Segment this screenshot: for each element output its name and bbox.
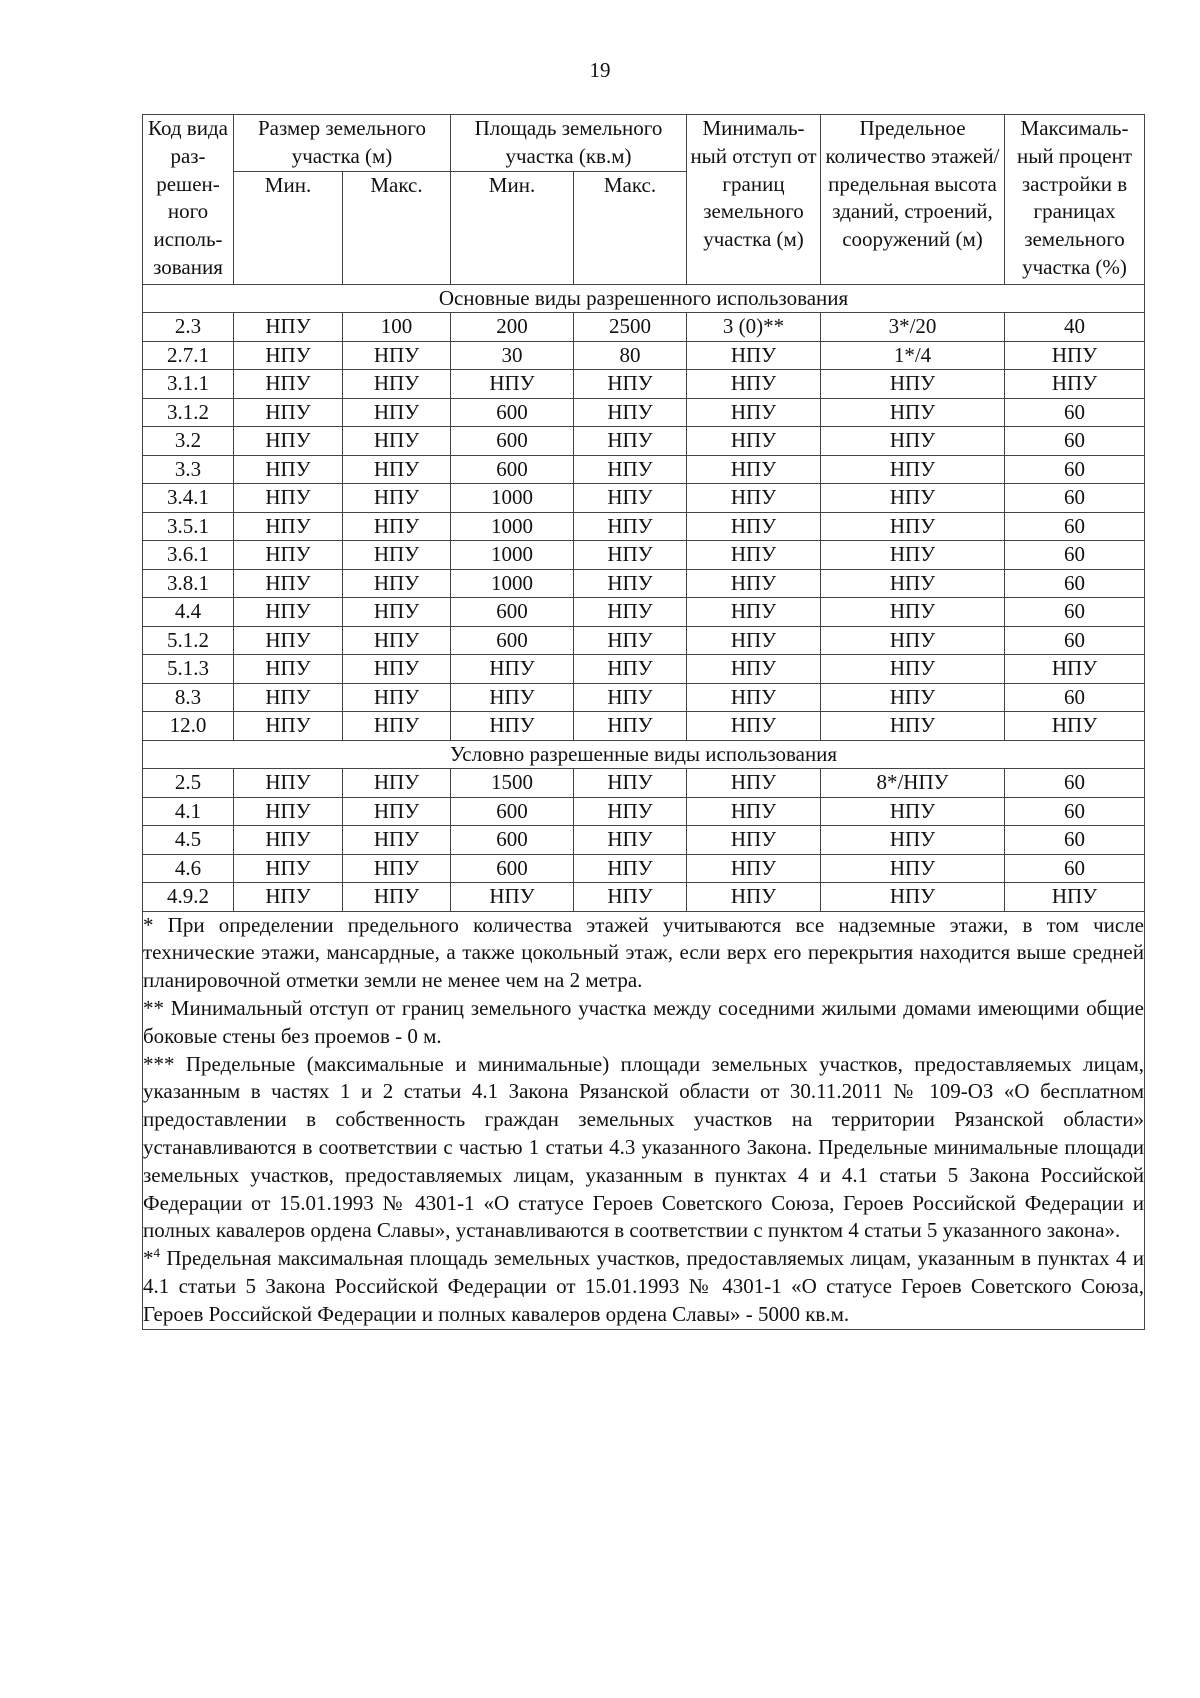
table-cell: НПУ — [343, 484, 451, 513]
table-row — [143, 541, 1145, 570]
table-cell: НПУ — [687, 370, 821, 399]
table-cell: 60 — [1005, 769, 1145, 798]
table-cell: НПУ — [821, 854, 1005, 883]
table-cell: НПУ — [343, 826, 451, 855]
table-cell: НПУ — [234, 484, 343, 513]
header-size-group: Размер земельного участка (м) — [234, 115, 451, 172]
table-cell: НПУ — [821, 427, 1005, 456]
table-cell: НПУ — [451, 370, 574, 399]
table-row — [143, 712, 1145, 741]
table-cell: 600 — [451, 626, 574, 655]
table-cell: 40 — [1005, 313, 1145, 342]
table-row — [143, 341, 1145, 370]
table-cell: НПУ — [343, 598, 451, 627]
table-cell: НПУ — [343, 370, 451, 399]
table-cell: НПУ — [574, 455, 687, 484]
table-cell: 5.1.3 — [143, 655, 234, 684]
table-cell: НПУ — [234, 313, 343, 342]
footnotes — [143, 911, 1145, 1329]
footnote-4-sup: 4 — [153, 1245, 160, 1261]
header-size-max: Макс. — [343, 171, 451, 284]
table-cell: НПУ — [574, 683, 687, 712]
table-cell: НПУ — [1005, 370, 1145, 399]
table-cell: НПУ — [821, 826, 1005, 855]
table-cell: НПУ — [234, 854, 343, 883]
table-cell: НПУ — [234, 455, 343, 484]
table-cell: 2500 — [574, 313, 687, 342]
table-cell: НПУ — [343, 341, 451, 370]
table-cell: НПУ — [234, 569, 343, 598]
table-cell: НПУ — [821, 712, 1005, 741]
table-row — [143, 683, 1145, 712]
table-row — [143, 427, 1145, 456]
table-cell: НПУ — [687, 826, 821, 855]
table-cell: 3.4.1 — [143, 484, 234, 513]
table-cell: 60 — [1005, 826, 1145, 855]
footnote-1: * При определении предельного количества этажей учитываются все надземные этажи, в том числе технические этажи, мансардные, а также цокольный этаж, если верх его перекрытия находится выше средней планировочной отметки земли не менее чем на 2 метра. — [143, 912, 1144, 993]
table-cell: 1500 — [451, 769, 574, 798]
header-coverage: Максималь-ный процент застройки в границах земельного участка (%) — [1005, 115, 1145, 285]
table-row — [143, 797, 1145, 826]
table-cell: НПУ — [343, 712, 451, 741]
table-row — [143, 883, 1145, 912]
table-cell: НПУ — [574, 883, 687, 912]
table-cell: НПУ — [821, 370, 1005, 399]
table-cell: НПУ — [687, 512, 821, 541]
table-cell: НПУ — [574, 598, 687, 627]
table-row — [143, 569, 1145, 598]
table-cell: 1000 — [451, 512, 574, 541]
table-cell: НПУ — [574, 769, 687, 798]
table-cell: НПУ — [1005, 341, 1145, 370]
table-cell: НПУ — [821, 484, 1005, 513]
table-row — [143, 626, 1145, 655]
table-cell: НПУ — [574, 797, 687, 826]
section-conditional-uses — [143, 740, 1145, 911]
table-cell: НПУ — [451, 883, 574, 912]
table-cell: НПУ — [574, 712, 687, 741]
table-cell: 2.7.1 — [143, 341, 234, 370]
table-cell: 3.1.2 — [143, 398, 234, 427]
table-row — [143, 826, 1145, 855]
table-cell: НПУ — [687, 427, 821, 456]
table-cell: НПУ — [687, 854, 821, 883]
table-cell: НПУ — [821, 683, 1005, 712]
table-cell: 60 — [1005, 797, 1145, 826]
table-cell: 3.6.1 — [143, 541, 234, 570]
table-cell: НПУ — [343, 683, 451, 712]
table-cell: НПУ — [343, 655, 451, 684]
table-cell: 60 — [1005, 398, 1145, 427]
table-cell: 600 — [451, 427, 574, 456]
table-cell: 1000 — [451, 569, 574, 598]
table-cell: НПУ — [574, 398, 687, 427]
section-main-uses — [143, 284, 1145, 740]
table-cell: 3.8.1 — [143, 569, 234, 598]
table-cell: 60 — [1005, 569, 1145, 598]
table-cell: НПУ — [574, 826, 687, 855]
table-cell: НПУ — [821, 883, 1005, 912]
table-cell: 100 — [343, 313, 451, 342]
zoning-parameters-table — [142, 114, 1145, 1330]
table-cell: НПУ — [821, 655, 1005, 684]
section-title: Условно разрешенные виды использования — [143, 740, 1145, 769]
table-cell: 600 — [451, 455, 574, 484]
table-cell: НПУ — [234, 769, 343, 798]
table-cell: НПУ — [574, 512, 687, 541]
table-cell: 3.5.1 — [143, 512, 234, 541]
table-cell: НПУ — [687, 484, 821, 513]
table-cell: НПУ — [821, 541, 1005, 570]
table-cell: НПУ — [1005, 655, 1145, 684]
table-cell: 600 — [451, 854, 574, 883]
table-cell: НПУ — [343, 769, 451, 798]
table-cell: НПУ — [821, 569, 1005, 598]
table-row — [143, 398, 1145, 427]
table-cell: НПУ — [234, 427, 343, 456]
table-row — [143, 313, 1145, 342]
table-cell: НПУ — [234, 598, 343, 627]
table-cell: 4.9.2 — [143, 883, 234, 912]
header-size-min: Мин. — [234, 171, 343, 284]
table-cell: 3.3 — [143, 455, 234, 484]
table-cell: 5.1.2 — [143, 626, 234, 655]
table-cell: НПУ — [821, 797, 1005, 826]
table-cell: 4.5 — [143, 826, 234, 855]
table-cell: НПУ — [1005, 712, 1145, 741]
table-cell: НПУ — [821, 626, 1005, 655]
table-cell: 8*/НПУ — [821, 769, 1005, 798]
table-cell: НПУ — [574, 484, 687, 513]
table-cell: НПУ — [451, 712, 574, 741]
table-cell: НПУ — [821, 455, 1005, 484]
header-area-max: Макс. — [574, 171, 687, 284]
table-cell: НПУ — [687, 769, 821, 798]
table-cell: 80 — [574, 341, 687, 370]
table-cell: 600 — [451, 826, 574, 855]
table-cell: НПУ — [234, 512, 343, 541]
header-area-group: Площадь земельного участка (кв.м) — [451, 115, 687, 172]
table-cell: НПУ — [687, 598, 821, 627]
table-cell: НПУ — [343, 569, 451, 598]
table-cell: НПУ — [234, 826, 343, 855]
table-cell: НПУ — [234, 626, 343, 655]
table-cell: НПУ — [687, 655, 821, 684]
header-row — [143, 115, 1145, 172]
table-cell: НПУ — [687, 712, 821, 741]
table-cell: 600 — [451, 398, 574, 427]
table-cell: НПУ — [574, 541, 687, 570]
table-cell: 3*/20 — [821, 313, 1005, 342]
table-cell: НПУ — [343, 427, 451, 456]
table-row — [143, 512, 1145, 541]
table-row — [143, 769, 1145, 798]
table-cell: 12.0 — [143, 712, 234, 741]
table-cell: НПУ — [821, 598, 1005, 627]
footnote-2: ** Минимальный отступ от границ земельного участка между соседними жилыми домами имеющими общие боковые стены без проемов - 0 м. — [143, 995, 1144, 1048]
table-cell: 3.1.1 — [143, 370, 234, 399]
table-cell: НПУ — [687, 341, 821, 370]
page-number: 19 — [589, 58, 611, 82]
table-row — [143, 655, 1145, 684]
table-cell: НПУ — [574, 655, 687, 684]
footnote-4 — [143, 1245, 1144, 1328]
table-cell: НПУ — [687, 626, 821, 655]
footnote-4-text: Предельная максимальная площадь земельных участков, предоставляемых лицам, указанным в пунктах 4 и 4.1 статьи 5 Закона Российской Федерации от 15.01.1993 № 4301-1 «О статусе Героев Советского Союза, Героев Российской Федерации и полных кавалеров ордена Славы» - 5000 кв.м. — [143, 1246, 1144, 1326]
footnote-4-marker: * — [143, 1246, 154, 1271]
table-cell: НПУ — [687, 569, 821, 598]
table-cell: 3 (0)** — [687, 313, 821, 342]
table-row — [143, 598, 1145, 627]
table-cell: НПУ — [451, 683, 574, 712]
table-cell: 1*/4 — [821, 341, 1005, 370]
header-code: Код вида раз-решен-ного исполь-зования — [143, 115, 234, 285]
table-cell: НПУ — [343, 512, 451, 541]
footnote-3: *** Предельные (максимальные и минимальные) площади земельных участков, предоставляемых лицам, указанным в частях 1 и 2 статьи 4.1 Закона Рязанской области от 30.11.2011 № 109-ОЗ «О бесплатном предоставлении в собственность граждан земельных участков на территории Рязанской области» устанавливаются в соответствии с частью 1 статьи 4.3 указанного Закона. Предельные минимальные площади земельных участков, предоставляемых лицам, указанным в пунктах 4 и 4.1 статьи 5 Закона Российской Федерации от 15.01.1993 № 4301-1 «О статусе Героев Советского Союза, Героев Российской Федерации и полных кавалеров ордена Славы», устанавливаются в соответствии с пунктом 4 статьи 5 указанного закона». — [143, 1051, 1144, 1243]
table-cell: НПУ — [574, 626, 687, 655]
table-cell: НПУ — [687, 455, 821, 484]
table-cell: НПУ — [234, 797, 343, 826]
table-cell: 60 — [1005, 455, 1145, 484]
table-cell: НПУ — [1005, 883, 1145, 912]
table-cell: НПУ — [234, 683, 343, 712]
table-cell: 1000 — [451, 484, 574, 513]
table-cell: 30 — [451, 341, 574, 370]
table-cell: 60 — [1005, 541, 1145, 570]
table-cell: НПУ — [234, 655, 343, 684]
table-cell: НПУ — [234, 370, 343, 399]
table-cell: НПУ — [234, 341, 343, 370]
table-cell: 60 — [1005, 854, 1145, 883]
table-cell: НПУ — [574, 569, 687, 598]
table-cell: НПУ — [687, 797, 821, 826]
table-row — [143, 484, 1145, 513]
table-cell: НПУ — [343, 455, 451, 484]
table-cell: НПУ — [821, 398, 1005, 427]
notes-row — [143, 911, 1145, 1329]
table-cell: 200 — [451, 313, 574, 342]
table-cell: 4.4 — [143, 598, 234, 627]
header-floors: Предельное количество этажей/ предельная высота зданий, строений, сооружений (м) — [821, 115, 1005, 285]
table-cell: 60 — [1005, 484, 1145, 513]
table-cell: 2.3 — [143, 313, 234, 342]
table-cell: НПУ — [234, 541, 343, 570]
table-cell: НПУ — [451, 655, 574, 684]
table-cell: 60 — [1005, 512, 1145, 541]
table-cell: 600 — [451, 598, 574, 627]
table-cell: НПУ — [687, 683, 821, 712]
table-cell: 3.2 — [143, 427, 234, 456]
table-cell: НПУ — [687, 398, 821, 427]
table-cell: НПУ — [343, 541, 451, 570]
table-row — [143, 854, 1145, 883]
header-area-min: Мин. — [451, 171, 574, 284]
table-cell: 60 — [1005, 626, 1145, 655]
table-cell: НПУ — [234, 398, 343, 427]
section-title: Основные виды разрешенного использования — [143, 284, 1145, 313]
table-cell: НПУ — [687, 883, 821, 912]
table-cell: 1000 — [451, 541, 574, 570]
table-cell: НПУ — [234, 712, 343, 741]
table-cell: НПУ — [687, 541, 821, 570]
table-cell: 60 — [1005, 683, 1145, 712]
table-cell: НПУ — [343, 854, 451, 883]
table-cell: 2.5 — [143, 769, 234, 798]
table-cell: НПУ — [574, 370, 687, 399]
table-cell: 60 — [1005, 598, 1145, 627]
table-cell: НПУ — [574, 854, 687, 883]
header-setback: Минималь-ный отступ от границ земельного участка (м) — [687, 115, 821, 285]
table-row — [143, 455, 1145, 484]
table-cell: 8.3 — [143, 683, 234, 712]
table-cell: 60 — [1005, 427, 1145, 456]
table-cell: НПУ — [343, 883, 451, 912]
table-cell: НПУ — [343, 626, 451, 655]
table-cell: НПУ — [821, 512, 1005, 541]
table-cell: 4.1 — [143, 797, 234, 826]
table-row — [143, 370, 1145, 399]
table-cell: НПУ — [343, 398, 451, 427]
table-cell: НПУ — [234, 883, 343, 912]
table-cell: 4.6 — [143, 854, 234, 883]
table-cell: НПУ — [574, 427, 687, 456]
table-cell: НПУ — [343, 797, 451, 826]
table-cell: 600 — [451, 797, 574, 826]
